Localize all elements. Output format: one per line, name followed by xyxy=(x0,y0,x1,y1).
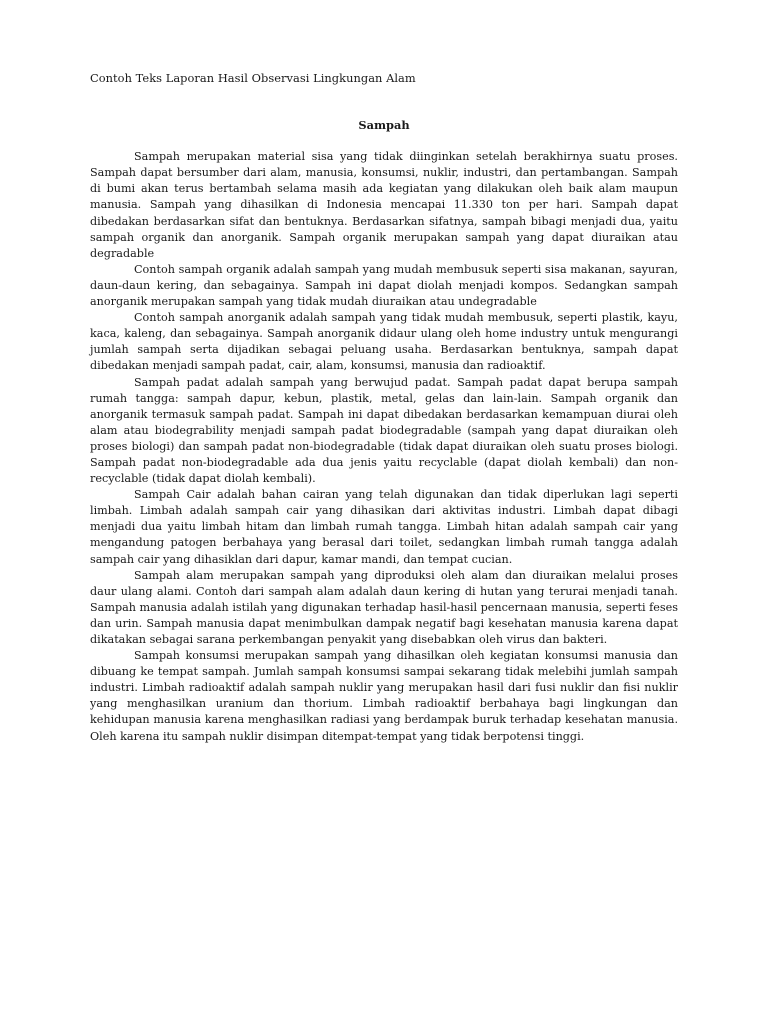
document-title: Sampah xyxy=(358,118,410,133)
document-page xyxy=(90,70,678,745)
paragraph-7: Sampah konsumsi merupakan sampah yang dihasilkan oleh kegiatan konsumsi manusia dan dibuang ke tempat sampah. Jumlah sampah konsumsi sampai sekarang tidak melebihi jumlah sampah industri. Limbah radioaktif adalah sampah nuklir yang merupakan hasil dari fusi nuklir dan fisi nuklir yang menghasilkan uranium dan thorium. Limbah radioaktif berbahaya bagi lingkungan dan kehidupan manusia karena menghasilkan radiasi yang berdampak buruk terhadap kesehatan manusia. Oleh karena itu sampah nuklir disimpan ditempat-tempat yang tidak berpotensi tinggi. xyxy=(90,649,678,743)
paragraph-5: Sampah Cair adalah bahan cairan yang telah digunakan dan tidak diperlukan lagi seperti limbah. Limbah adalah sampah cair yang dihasikan dari aktivitas industri. Limbah dapat dibagi menjadi dua yaitu limbah hitam dan limbah rumah tangga. Limbah hitan adalah sampah cair yang mengandung patogen berbahaya yang berasal dari toilet, sedangkan limbah rumah tangga adalah sampah cair yang dihasiklan dari dapur, kamar mandi, dan tempat cucian. xyxy=(90,488,678,566)
paragraph-2: Contoh sampah organik adalah sampah yang mudah membusuk seperti sisa makanan, sayuran, daun-daun kering, dan sebagainya. Sampah ini dapat diolah menjadi kompos. Sedangkan sampah anorganik merupakan sampah yang tidak mudah diuraikan atau undegradable xyxy=(90,262,678,309)
document-heading: Contoh Teks Laporan Hasil Observasi Lingkungan Alam xyxy=(90,71,416,85)
paragraph-3: Contoh sampah anorganik adalah sampah yang tidak mudah membusuk, seperti plastik, kayu, kaca, kaleng, dan sebagainya. Sampah anorganik didaur ulang oleh home industry untuk mengurangi jumlah sampah serta dijadikan sebagai peluang usaha. Berdasarkan bentuknya, sampah dapat dibedakan menjadi sampah padat, cair, alam, konsumsi, manusia dan radioaktif. xyxy=(90,311,678,373)
paragraph-4: Sampah padat adalah sampah yang berwujud padat. Sampah padat dapat berupa sampah rumah tangga: sampah dapur, kebun, plastik, metal, gelas dan lain-lain. Sampah organik dan anorganik termasuk sampah padat. Sampah ini dapat dibedakan berdasarkan kemampuan diurai oleh alam atau biodegrability menjadi sampah padat biodegradable (sampah yang dapat diuraikan oleh proses biologi) dan sampah padat non-biodegradable (tidak dapat diuraikan oleh suatu proses biologi. Sampah padat non-biodegradable ada dua jenis yaitu recyclable (dapat diolah kembali) dan non-recyclable (tidak dapat diolah kembali). xyxy=(90,375,678,486)
paragraph-6: Sampah alam merupakan sampah yang diproduksi oleh alam dan diuraikan melalui proses daur ulang alami. Contoh dari sampah alam adalah daun kering di hutan yang terurai menjadi tanah. Sampah manusia adalah istilah yang digunakan terhadap hasil-hasil pencernaan manusia, seperti feses dan urin. Sampah manusia dapat menimbulkan dampak negatif bagi kesehatan manusia karena dapat dikatakan sebagai sarana perkembangan penyakit yang disebabkan oleh virus dan bakteri. xyxy=(90,568,678,646)
paragraph-1: Sampah merupakan material sisa yang tidak diinginkan setelah berakhirnya suatu proses. Sampah dapat bersumber dari alam, manusia, konsumsi, nuklir, industri, dan pertambangan. Sampah di bumi akan terus bertambah selama masih ada kegiatan yang dilakukan oleh baik alam maupun manusia. Sampah yang dihasilkan di Indonesia mencapai 11.330 ton per hari. Sampah dapat dibedakan berdasarkan sifat dan bentuknya. Berdasarkan sifatnya, sampah bibagi menjadi dua, yaitu sampah organik dan anorganik. Sampah organik merupakan sampah yang dapat diuraikan atau degradable xyxy=(90,150,678,260)
